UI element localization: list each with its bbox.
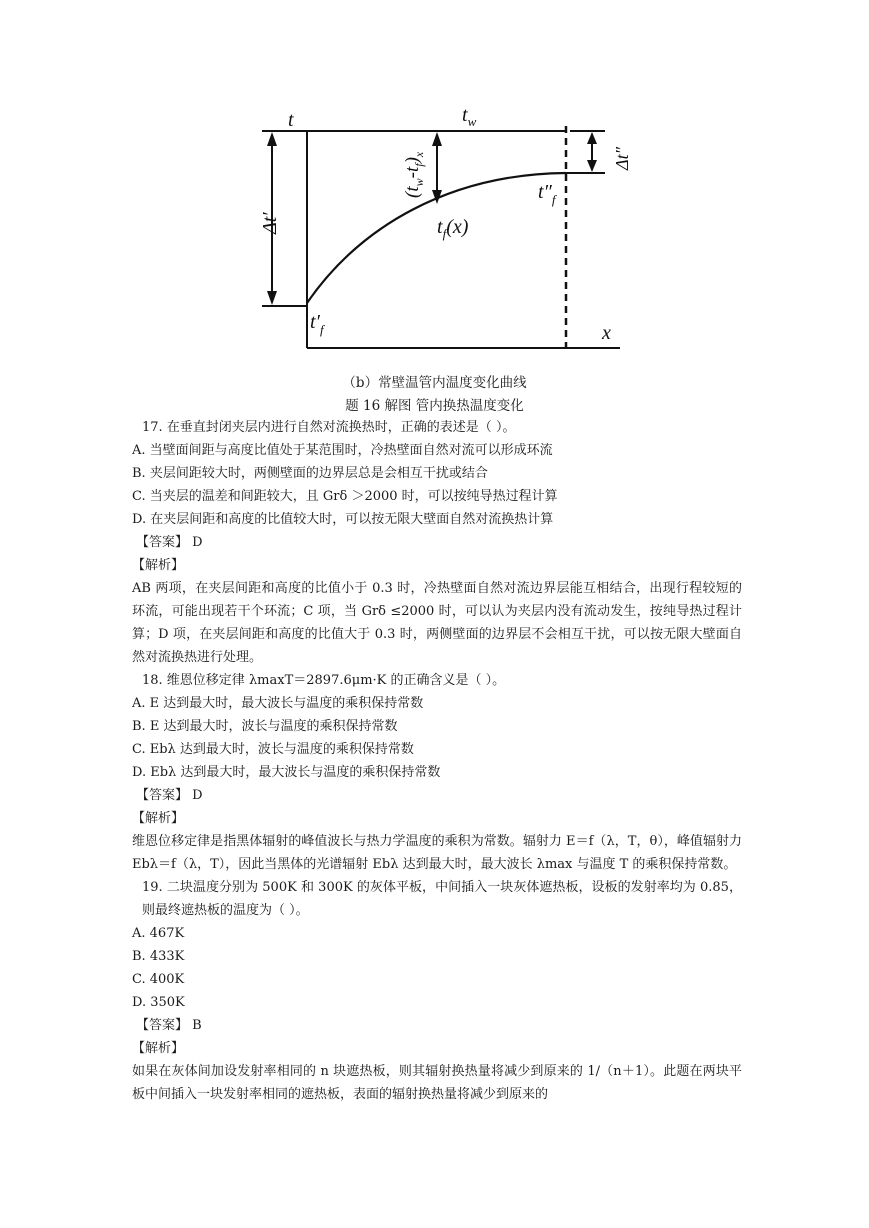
answer-line: 【答案】 D [136,535,203,550]
tf-double-prime-label: $t''_f$ [538,181,556,207]
question-stem: 17. 在垂直封闭夹层内进行自然对流换热时，正确的表述是（ ）。 [142,420,516,435]
analysis-text: 维恩位移定律是指黑体辐射的峰值波长与热力学温度的乘积为常数。辐射力 E＝f（λ，T，θ），峰值辐射力 Ebλ＝f（λ，T），因此当黑体的光谱辐射 Ebλ 达到最大时，最大波长 λmax 与温度 T 的乘积保持常数。 [132,834,742,872]
delta-t-prime-arrowhead-up [267,132,277,146]
local-difference-label: $(t_w-t_f)_x$ [402,151,426,198]
question-option: C. Ebλ 达到最大时，波长与温度的乘积保持常数 [132,742,414,757]
analysis-text: AB 两项，在夹层间距和高度的比值小于 0.3 时，冷热壁面自然对流边界层能互相结合，出现行程较短的环流，可能出现若干个环流；C 项，当 Grδ ≤2000 时，可以认为夹层内没有流动发生，按纯导热过程计算；D 项，在夹层间距和高度的比值大于 0.3 时，两侧壁面的边界层不会相互干扰，可以按无限大壁面自然对流换热进行处理。 [132,581,742,665]
answer-line: 【答案】 D [136,788,203,803]
question-option: B. E 达到最大时，波长与温度的乘积保持常数 [132,719,398,734]
local-difference-arrowhead-up [432,132,442,146]
tw-label: $t_w$ [462,104,477,129]
question-option: A. 467K [132,926,185,941]
question-option: D. Ebλ 达到最大时，最大波长与温度的乘积保持常数 [132,765,441,780]
question-stem: 19. 二块温度分别为 500K 和 300K 的灰体平板，中间插入一块灰体遮热板，设板的发射率均为 0.85，则最终遮热板的温度为（ ）。 [142,880,742,918]
delta-t-double-prime-arrowhead-up [587,132,597,144]
question-option: D. 在夹层间距和高度的比值较大时，可以按无限大壁面自然对流换热计算 [132,512,554,527]
delta-t-prime-label: Δt′ [259,212,281,234]
question-option: B. 夹层间距较大时，两侧壁面的边界层总是会相互干扰或结合 [132,466,488,481]
analysis-text: 如果在灰体间加设发射率相同的 n 块遮热板，则其辐射换热量将减少到原来的 1/（n＋1）。此题在两块平板中间插入一块发射率相同的遮热板，表面的辐射换热量将减少到原来的 [132,1064,742,1102]
tf-x-label: $t_f(x)$ [437,216,469,241]
delta-t-double-prime-label: Δt″ [612,146,632,170]
analysis-title: 【解析】 [132,1041,185,1056]
question-option: B. 433K [132,949,185,964]
figure-subcaption: （b）常壁温管内温度变化曲线 [342,375,527,391]
question-option: A. E 达到最大时，最大波长与温度的乘积保持常数 [132,696,424,711]
delta-t-prime-arrowhead-down [267,291,277,305]
question-option: C. 400K [132,972,185,987]
answer-line: 【答案】 B [136,1018,202,1033]
question-option: D. 350K [132,995,185,1010]
t-axis-label: t [288,109,294,131]
analysis-title: 【解析】 [132,811,185,826]
question-stem: 18. 维恩位移定律 λmaxT＝2897.6μm·K 的正确含义是（ ）。 [142,673,506,688]
question-option: A. 当壁面间距与高度比值处于某范围时，冷热壁面自然对流可以形成环流 [132,443,553,458]
figure-caption: 题 16 解图 管内换热温度变化 [345,398,524,414]
temperature-profile-figure [240,96,640,361]
x-axis-label: x [602,322,611,344]
delta-t-double-prime-arrowhead-down [587,160,597,172]
analysis-title: 【解析】 [132,558,185,573]
tf-prime-label: $t'_f$ [310,311,324,337]
question-content [132,416,742,1106]
question-option: C. 当夹层的温差和间距较大，且 Grδ ＞2000 时，可以按纯导热过程计算 [132,489,558,504]
